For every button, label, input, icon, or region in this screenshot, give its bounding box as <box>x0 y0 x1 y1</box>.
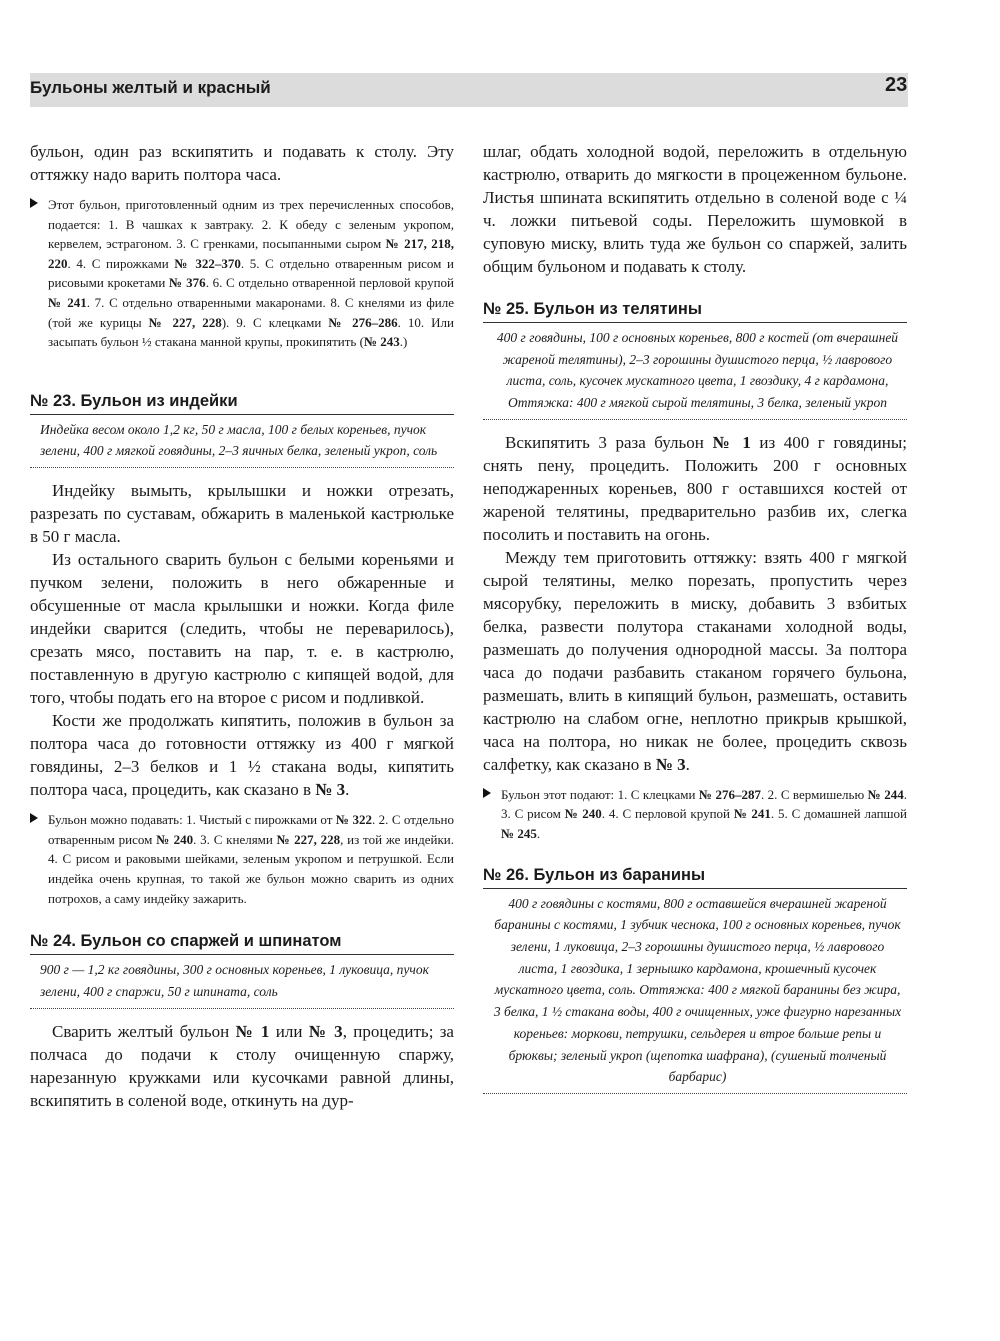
recipe-reference: № 244 <box>867 786 904 802</box>
recipe-reference: № 376 <box>169 275 206 291</box>
recipe-title-26: № 26. Бульон из баранины <box>483 866 907 889</box>
recipe-reference: № 1 <box>712 432 751 452</box>
recipe-reference: № 3 <box>655 754 686 774</box>
triangle-bullet-icon <box>483 788 491 798</box>
recipe-reference: № 243 <box>363 334 400 350</box>
ingredients-24: 900 г — 1,2 кг говядины, 300 г основных кореньев, 1 луковица, пучок зелени, 400 г спаржи, 50 г шпината, соль <box>30 955 454 1008</box>
recipe-reference: № 245 <box>501 826 537 841</box>
recipe-title-25: № 25. Бульон из телятины <box>483 300 907 323</box>
page-number: 23 <box>885 74 908 96</box>
serving-note-text: Этот бульон, приготовленный одним из трех перечисленных способов, подается: 1. В чашках к завтраку. 2. К обеду с зеленым укропом, кервелем, эстрагоном. 3. С гренками, посыпанными сыром № 217, 218, 220. 4. С пирожками № 322–370. 5. С отдельно отваренным рисом и рисовыми крокетами № 376. 6. С отдельно отваренной перловой крупой № 241. 7. С отдельно отваренными макаронами. 8. С кнелями из филе (той же курицы № 227, 228). 9. С клецками № 276–286. 10. Или засыпать бульон ½ стакана манной крупы, прокипятить (№ 243.) <box>48 197 454 350</box>
recipe-23-paragraph: Индейку вымыть, крылышки и ножки отрезать, разрезать по суставам, обжарить в маленькой кастрюльке в 50 г масла. <box>30 481 454 547</box>
triangle-bullet-icon <box>30 813 38 823</box>
triangle-bullet-icon <box>30 198 38 208</box>
continued-paragraph: бульон, один раз вскипятить и подавать к столу. Эту оттяжку надо варить полтора часа. <box>30 142 454 184</box>
serving-note <box>30 810 454 908</box>
recipe-reference: № 240 <box>156 831 194 847</box>
ingredients-26: 400 г говядины с костями, 800 г оставшейся вчерашней жареной баранины с костями, 1 зубчик чеснока, 100 г основных кореньев, пучок зелени, 1 луковица, 2–3 горошины душистого перца, ½ лаврового листа, 1 гвоздика, 1 зернышко кардамона, крошечный кусочек мускатного цвета, соль. Оттяжка: 400 г мягкой баранины без жира, 3 белка, 1 ½ стакана воды, 400 г очищенных, уже фигурно нарезанных кореньев: моркови, петрушки, сельдерея и втрое больше репы и брюквы; зеленый укроп (щепотка шафрана), (сушеный толченый барбарис) <box>483 889 907 1094</box>
recipe-reference: № 276–287 <box>698 786 762 802</box>
right-column <box>483 140 907 1105</box>
continued-paragraph: шлаг, обдать холодной водой, переложить в отдельную кастрюлю, отварить до мягкости в процеженном бульоне. Листья шпината вскипятить отдельно в соленой воде с ¼ ч. ложки питьевой соды. Переложить шумовкой в суповую миску, влить туда же бульон со спаржей, залить общим бульоном и подавать к столу. <box>483 142 907 276</box>
recipe-reference: № 1 <box>235 1021 270 1041</box>
recipe-24-paragraph: Сварить желтый бульон № 1 или № 3, процедить; за полчаса до подачи к столу очищенную спаржу, нарезанную кружками или кусочками равной длины, вскипятить в соленой воде, откинуть на дур- <box>30 1021 454 1110</box>
recipe-title-24: № 24. Бульон со спаржей и шпинатом <box>30 932 454 955</box>
recipe-reference: № 217, 218, 220 <box>48 236 454 271</box>
recipe-reference: № 227, 228 <box>276 831 341 847</box>
ingredients-23: Индейка весом около 1,2 кг, 50 г масла, 100 г белых кореньев, пучок зелени, 400 г мягкой говядины, 2–3 яичных белка, зеленый укроп, соль <box>30 415 454 468</box>
recipe-title-23: № 23. Бульон из индейки <box>30 392 454 415</box>
recipe-reference: № 322–370 <box>174 255 241 271</box>
serving-note <box>30 195 454 352</box>
recipe-reference: № 276–286 <box>328 314 398 330</box>
recipe-23-paragraph: Кости же продолжать кипятить, положив в бульон за полтора часа до готовности оттяжку из 400 г мягкой говядины, 2–3 белков и 1 ½ стакана воды, кипятить полтора часа, процедить, как сказано в № 3. <box>30 711 454 800</box>
serving-note-text: Бульон этот подают: 1. С клецками № 276–287. 2. С вермишелью № 244. 3. С рисом № 240. 4. С перловой крупой № 241. 5. С домашней лапшой № 245. <box>501 786 907 841</box>
recipe-reference: № 227, 228 <box>148 314 222 330</box>
ingredients-25: 400 г говядины, 100 г основных кореньев, 800 г костей (от вчерашней жареной телятины), 2–3 горошины душистого перца, ½ лаврового листа, соль, кусочек мускатного цвета, 1 гвоздику, 4 г кардамона, Оттяжка: 400 г мягкой сырой телятины, 3 белка, зеленый укроп <box>483 323 907 420</box>
running-header-title: Бульоны желтый и красный <box>30 78 271 97</box>
serving-note <box>483 785 907 844</box>
recipe-reference: № 322 <box>335 812 372 828</box>
recipe-25-paragraph: Между тем приготовить оттяжку: взять 400 г мягкой сырой телятины, мелко порезать, пропустить через мясорубку, переложить в миску, добавить 3 взбитых белка, развести полутора стаканами холодной воды, размешать до получения однородной массы. За полтора часа до подачи разбавить стаканом горячего бульона, размешать, влить в кипящий бульон, размешать, оставить кастрюлю на слабом огне, неплотно прикрыв крышкой, часа на полтора, но никак не более, процедить сквозь салфетку, как сказано в № 3. <box>483 547 907 774</box>
serving-note-text: Бульон можно подавать: 1. Чистый с пирожками от № 322. 2. С отдельно отваренным рисом № 240. 3. С кнелями № 227, 228, из той же индейки. 4. С рисом и раковыми шейками, зеленым укропом и петрушкой. Если индейка очень крупная, то такой же бульон можно сварить из одних потрохов, а саму индейку зажарить. <box>48 812 454 906</box>
recipe-reference: № 241 <box>48 294 87 310</box>
recipe-23-paragraph: Из остального сварить бульон с белыми кореньями и пучком зелени, положить в него обжаренные и обсушенные от масла крылышки и ножки. Когда филе индейки сварится (следить, чтобы не переварилось), срезать мясо, поставить на пар, т. е. в кастрюлю, поставленную в другую кастрюлю с кипящей водой, для того, чтобы подать его на второе с рисом и подливкой. <box>30 550 454 708</box>
recipe-reference: № 3 <box>308 1021 343 1041</box>
recipe-reference: № 3 <box>315 780 346 800</box>
recipe-25-paragraph: Вскипятить 3 раза бульон № 1 из 400 г говядины; снять пену, процедить. Положить 200 г основных неподжаренных кореньев, 800 г оставшихся костей от жареной телятины, предварительно разбив их, слегка посолить и поставить на огонь. <box>483 432 907 544</box>
recipe-reference: № 240 <box>564 806 602 822</box>
recipe-reference: № 241 <box>733 806 771 822</box>
left-column <box>30 140 454 1112</box>
